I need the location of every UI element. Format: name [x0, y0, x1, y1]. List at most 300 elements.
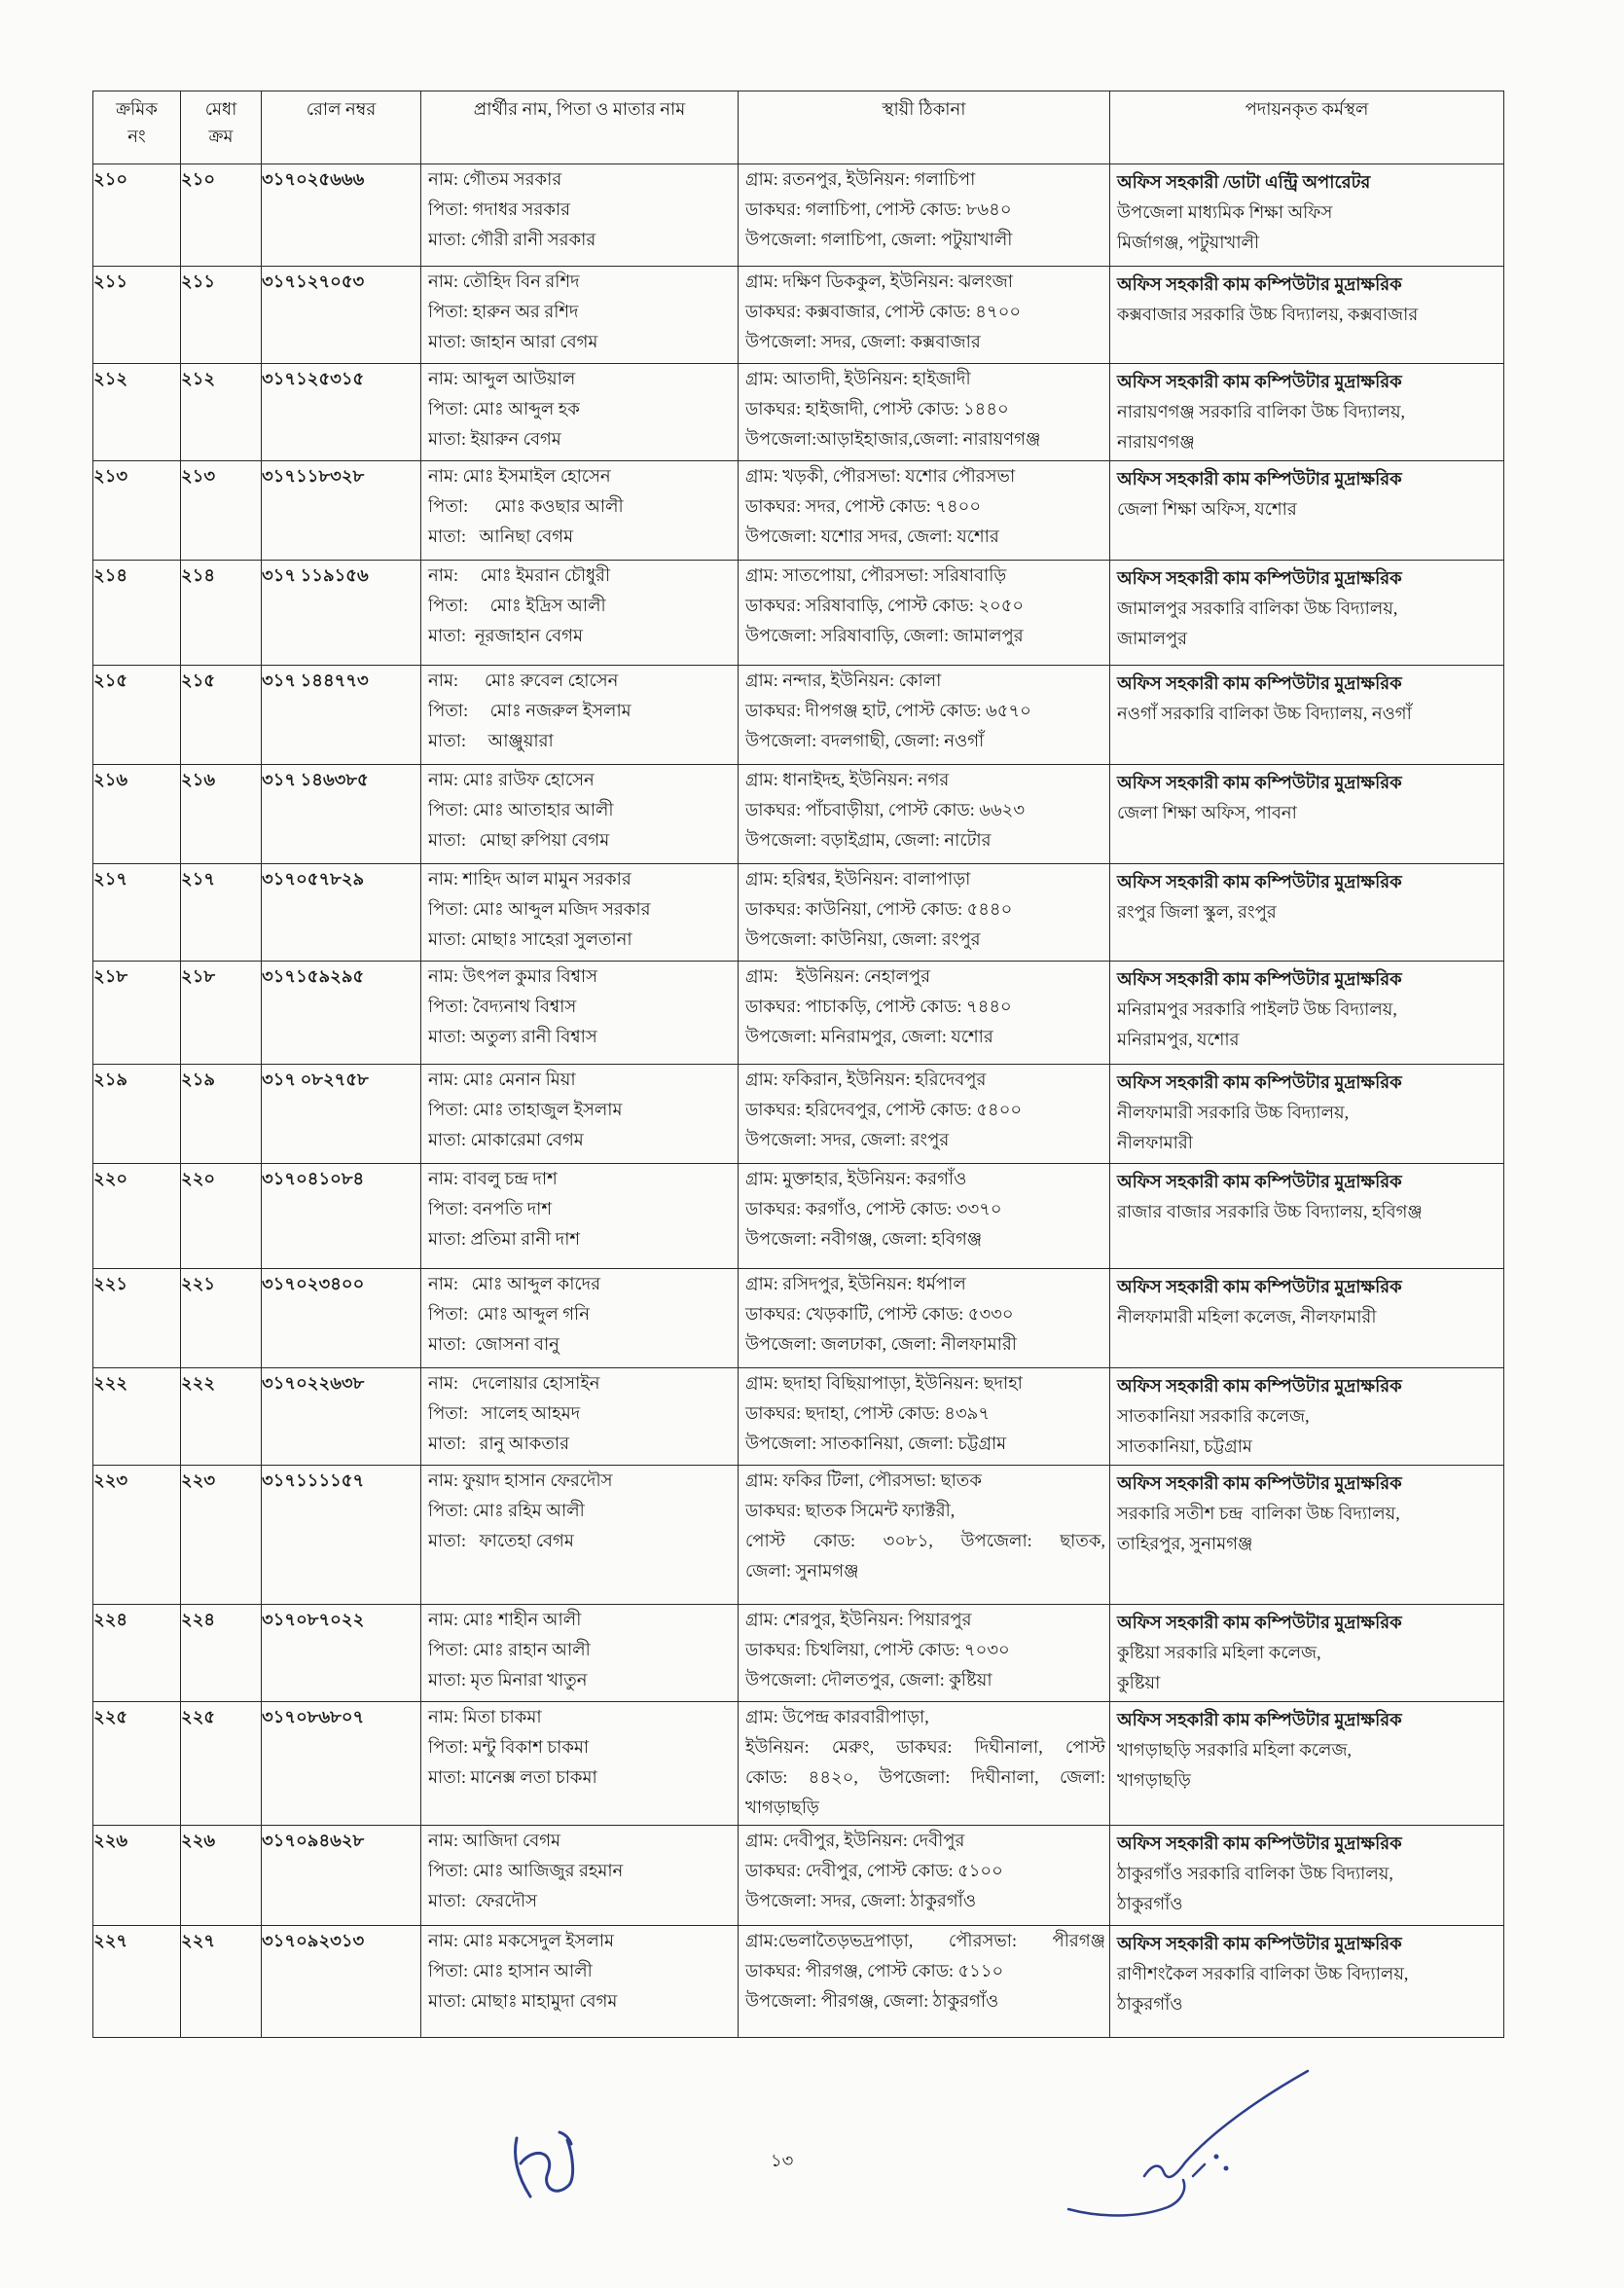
workplace-cell	[1110, 1368, 1504, 1466]
mother-name: মাতা: জোসনা বানু	[428, 1334, 559, 1354]
address-line: গ্রাম: আতাদী, ইউনিয়ন: হাইজাদী	[745, 369, 971, 388]
signature-left	[491, 2117, 589, 2214]
address-line: কোড: ৪৪২০, উপজেলা: দিঘীনালা, জেলা:	[745, 1767, 1105, 1787]
workplace-cell	[1110, 666, 1504, 765]
candidate-name: নাম: আজিদা বেগম	[428, 1831, 560, 1850]
table-row	[93, 1926, 1504, 2038]
address-line: উপজেলা: মনিরামপুর, জেলা: যশোর	[745, 1027, 993, 1046]
address-line: গ্রাম: সাতপোয়া, পৌরসভা: সরিষাবাড়ি	[745, 565, 1007, 585]
serial-cell: ২২২	[93, 1368, 181, 1466]
workplace-line: খাগড়াছড়ি	[1117, 1770, 1191, 1790]
post-title: অফিস সহকারী কাম কম্পিউটার মুদ্রাক্ষরিক	[1117, 1934, 1402, 1953]
post-title: অফিস সহকারী কাম কম্পিউটার মুদ্রাক্ষরিক	[1117, 469, 1402, 489]
address-line: ডাকঘর: পাঁচবাড়ীয়া, পোস্ট কোড: ৬৬২৩	[745, 800, 1026, 819]
workplace-cell	[1110, 364, 1504, 461]
post-title: অফিস সহকারী /ডাটা এন্ট্রি অপারেটর	[1117, 172, 1371, 192]
name-cell	[421, 1826, 739, 1926]
roll-cell: ৩১৭১১১১৫৭	[262, 1466, 421, 1605]
address-line: ডাকঘর: হাইজাদী, পোস্ট কোড: ১৪৪০	[745, 399, 1009, 418]
address-line: গ্রাম: উপেন্দ্র কারবারীপাড়া,	[745, 1707, 929, 1726]
signature-right	[1059, 2061, 1323, 2229]
name-cell	[421, 864, 739, 962]
serial-cell: ২১৯	[93, 1065, 181, 1164]
post-title: অফিস সহকারী কাম কম্পিউটার মুদ্রাক্ষরিক	[1117, 372, 1402, 391]
name-cell	[421, 765, 739, 864]
address-cell	[739, 962, 1110, 1065]
post-title: অফিস সহকারী কাম কম্পিউটার মুদ্রাক্ষরিক	[1117, 568, 1402, 588]
father-name: পিতা: হারুন অর রশিদ	[428, 302, 579, 321]
workplace-line: নারায়ণগঞ্জ সরকারি বালিকা উচ্চ বিদ্যালয়,	[1117, 402, 1406, 421]
merit-cell: ২১২	[181, 364, 262, 461]
address-cell	[739, 1926, 1110, 2038]
candidate-name: নাম: মোঃ রুবেল হোসেন	[428, 671, 619, 690]
workplace-line: নারায়ণগঞ্জ	[1117, 432, 1195, 452]
post-title: অফিস সহকারী কাম কম্পিউটার মুদ্রাক্ষরিক	[1117, 1473, 1402, 1493]
merit-cell: ২১১	[181, 267, 262, 364]
post-title: অফিস সহকারী কাম কম্পিউটার মুদ্রাক্ষরিক	[1117, 969, 1402, 989]
father-name: পিতা: মোঃ রহিম আলী	[428, 1501, 585, 1520]
candidate-name: নাম: মোঃ শাহীন আলী	[428, 1610, 582, 1629]
header-workplace	[1110, 91, 1504, 164]
roll-cell: ৩১৭০৯৪৬২৮	[262, 1826, 421, 1926]
name-cell	[421, 1926, 739, 2038]
candidate-name: নাম: ফুয়াদ হাসান ফেরদৌস	[428, 1471, 613, 1490]
workplace-line: উপজেলা মাধ্যমিক শিক্ষা অফিস	[1117, 202, 1333, 222]
workplace-cell	[1110, 1269, 1504, 1368]
header-name	[421, 91, 739, 164]
roll-cell: ৩১৭ ১৪৪৭৭৩	[262, 666, 421, 765]
mother-name: মাতা: মোছাঃ সাহেরা সুলতানা	[428, 929, 632, 949]
address-line: খাগড়াছড়ি	[745, 1798, 819, 1817]
post-title: অফিস সহকারী কাম কম্পিউটার মুদ্রাক্ষরিক	[1117, 1277, 1402, 1296]
workplace-line: নীলফামারী	[1117, 1133, 1193, 1152]
merit-cell: ২১৬	[181, 765, 262, 864]
mother-name: মাতা: আঞ্জুয়ারা	[428, 731, 554, 750]
post-title: অফিস সহকারী কাম কম্পিউটার মুদ্রাক্ষরিক	[1117, 1834, 1402, 1853]
roll-cell: ৩১৭ ১৪৬৩৮৫	[262, 765, 421, 864]
workplace-cell	[1110, 864, 1504, 962]
post-title: অফিস সহকারী কাম কম্পিউটার মুদ্রাক্ষরিক	[1117, 1710, 1402, 1729]
workplace-line: খাগড়াছড়ি সরকারি মহিলা কলেজ,	[1117, 1740, 1353, 1760]
name-cell	[421, 164, 739, 267]
name-cell	[421, 461, 739, 561]
post-title: অফিস সহকারী কাম কম্পিউটার মুদ্রাক্ষরিক	[1117, 673, 1402, 693]
father-name: পিতা: বনপতি দাশ	[428, 1199, 553, 1218]
merit-cell: ২২২	[181, 1368, 262, 1466]
address-line: গ্রাম: ইউনিয়ন: নেহালপুর	[745, 966, 931, 986]
workplace-line: জেলা শিক্ষা অফিস, যশোর	[1117, 499, 1297, 519]
name-cell	[421, 1605, 739, 1702]
header-merit-line: মেধা	[204, 99, 237, 119]
candidate-name: নাম: উৎপল কুমার বিশ্বাস	[428, 966, 597, 986]
serial-cell: ২১১	[93, 267, 181, 364]
merit-cell: ২২৫	[181, 1702, 262, 1826]
address-line: উপজেলা:আড়াইহাজার,জেলা: নারায়ণগঞ্জ	[745, 429, 1041, 449]
merit-cell: ২২৪	[181, 1605, 262, 1702]
candidate-name: নাম: তৌহিদ বিন রশিদ	[428, 272, 580, 291]
merit-cell: ২১৮	[181, 962, 262, 1065]
table-body	[93, 164, 1504, 2038]
workplace-cell	[1110, 962, 1504, 1065]
address-line: ডাকঘর: ছাতক সিমেন্ট ফ্যাক্টরী,	[745, 1501, 956, 1520]
roll-cell: ৩১৭০৯২৩১৩	[262, 1926, 421, 2038]
father-name: পিতা: মন্টু বিকাশ চাকমা	[428, 1737, 590, 1757]
candidate-name: নাম: গৌতম সরকার	[428, 169, 562, 189]
workplace-cell	[1110, 267, 1504, 364]
mother-name: মাতা: মানেক্স লতা চাকমা	[428, 1767, 597, 1787]
post-title: অফিস সহকারী কাম কম্পিউটার মুদ্রাক্ষরিক	[1117, 1613, 1402, 1632]
address-line: উপজেলা: বড়াইগ্রাম, জেলা: নাটোর	[745, 830, 992, 850]
post-title: অফিস সহকারী কাম কম্পিউটার মুদ্রাক্ষরিক	[1117, 773, 1402, 792]
workplace-line: জেলা শিক্ষা অফিস, পাবনা	[1117, 803, 1297, 822]
workplace-line: রাণীশংকৈল সরকারি বালিকা উচ্চ বিদ্যালয়,	[1117, 1964, 1409, 1983]
address-cell	[739, 364, 1110, 461]
address-line: ডাকঘর: পীরগঞ্জ, পোস্ট কোড: ৫১১০	[745, 1961, 1004, 1980]
name-cell	[421, 267, 739, 364]
workplace-cell	[1110, 1605, 1504, 1702]
mother-name: মাতা: প্রতিমা রানী দাশ	[428, 1229, 581, 1249]
name-cell	[421, 364, 739, 461]
roll-cell: ৩১৭১২৭০৫৩	[262, 267, 421, 364]
table-row	[93, 1368, 1504, 1466]
serial-cell: ২১০	[93, 164, 181, 267]
address-line: ডাকঘর: খেড়কাটি, পোস্ট কোড: ৫৩৩০	[745, 1304, 1014, 1324]
address-cell	[739, 164, 1110, 267]
workplace-line: জামালপুর	[1117, 629, 1188, 648]
address-line: গ্রাম: ছদাহা বিছিয়াপাড়া, ইউনিয়ন: ছদাহা	[745, 1373, 1023, 1393]
address-line: গ্রাম: ধানাইদহ, ইউনিয়ন: নগর	[745, 770, 950, 789]
merit-cell: ২২০	[181, 1164, 262, 1269]
address-line: উপজেলা: যশোর সদর, জেলা: যশোর	[745, 527, 999, 546]
father-name: পিতা: সালেহ আহমদ	[428, 1403, 581, 1423]
workplace-line: কক্সবাজার সরকারি উচ্চ বিদ্যালয়, কক্সবাজার	[1117, 305, 1419, 324]
address-line: গ্রাম: ফকিরান, ইউনিয়ন: হরিদেবপুর	[745, 1070, 987, 1089]
father-name: পিতা: মোঃ আব্দুল হক	[428, 399, 580, 418]
mother-name: মাতা: ফাতেহা বেগম	[428, 1531, 574, 1550]
workplace-line: মনিরামপুর সরকারি পাইলট উচ্চ বিদ্যালয়,	[1117, 999, 1397, 1019]
father-name: পিতা: মোঃ আতাহার আলী	[428, 800, 614, 819]
candidate-name: নাম: মোঃ আব্দুল কাদের	[428, 1274, 601, 1293]
merit-cell: ২১৭	[181, 864, 262, 962]
table-row	[93, 962, 1504, 1065]
father-name: পিতা: মোঃ ইদ্রিস আলী	[428, 596, 606, 615]
workplace-line: মির্জাগঞ্জ, পটুয়াখালী	[1117, 233, 1260, 252]
address-cell	[739, 267, 1110, 364]
serial-cell: ২১৩	[93, 461, 181, 561]
workplace-cell	[1110, 1065, 1504, 1164]
address-line: জেলা: সুনামগঞ্জ	[745, 1561, 859, 1580]
roll-cell: ৩১৭০৮৬৮০৭	[262, 1702, 421, 1826]
address-line: ডাকঘর: কক্সবাজার, পোস্ট কোড: ৪৭০০	[745, 302, 1022, 321]
header-serial-line: নং	[127, 127, 146, 146]
father-name: পিতা: মোঃ আব্দুল মজিদ সরকার	[428, 899, 651, 919]
header-roll	[262, 91, 421, 164]
table-row	[93, 164, 1504, 267]
address-line: উপজেলা: সরিষাবাড়ি, জেলা: জামালপুর	[745, 626, 1024, 645]
address-line: উপজেলা: সদর, জেলা: রংপুর	[745, 1130, 950, 1149]
posting-allocation-table	[92, 91, 1504, 2038]
serial-cell: ২১৭	[93, 864, 181, 962]
candidate-name: নাম: আব্দুল আউয়াল	[428, 369, 576, 388]
address-cell	[739, 1065, 1110, 1164]
address-cell	[739, 1368, 1110, 1466]
table-row	[93, 1269, 1504, 1368]
roll-cell: ৩১৭০৮৭০২২	[262, 1605, 421, 1702]
address-cell	[739, 561, 1110, 666]
page-number: ১৩	[771, 2151, 794, 2170]
serial-cell: ২১৫	[93, 666, 181, 765]
mother-name: মাতা: ইয়ারুন বেগম	[428, 429, 561, 449]
address-line: গ্রাম: নন্দার, ইউনিয়ন: কোলা	[745, 671, 942, 690]
roll-cell: ৩১৭১১৮৩২৮	[262, 461, 421, 561]
address-line: উপজেলা: বদলগাছী, জেলা: নওগাঁ	[745, 731, 985, 750]
candidate-name: নাম: মোঃ ইসমাইল হোসেন	[428, 466, 611, 486]
merit-cell: ২১৫	[181, 666, 262, 765]
roll-cell: ৩১৭০২৩৪০০	[262, 1269, 421, 1368]
workplace-line: মনিরামপুর, যশোর	[1117, 1030, 1240, 1049]
name-cell	[421, 1466, 739, 1605]
name-cell	[421, 1065, 739, 1164]
candidate-name: নাম: বাবলু চন্দ্র দাশ	[428, 1169, 558, 1188]
workplace-line: কুষ্টিয়া সরকারি মহিলা কলেজ,	[1117, 1643, 1321, 1662]
post-title: অফিস সহকারী কাম কম্পিউটার মুদ্রাক্ষরিক	[1117, 872, 1402, 891]
table-row	[93, 364, 1504, 461]
name-cell	[421, 1368, 739, 1466]
workplace-line: নওগাঁ সরকারি বালিকা উচ্চ বিদ্যালয়, নওগাঁ	[1117, 704, 1412, 723]
address-cell	[739, 1826, 1110, 1926]
workplace-line: সরকারি সতীশ চন্দ্র বালিকা উচ্চ বিদ্যালয়,	[1117, 1504, 1400, 1523]
post-title: অফিস সহকারী কাম কম্পিউটার মুদ্রাক্ষরিক	[1117, 1072, 1402, 1092]
name-cell	[421, 962, 739, 1065]
roll-cell: ৩১৭০৪১০৮৪	[262, 1164, 421, 1269]
address-line: উপজেলা: জলঢাকা, জেলা: নীলফামারী	[745, 1334, 1017, 1354]
merit-cell: ২২৩	[181, 1466, 262, 1605]
name-cell	[421, 666, 739, 765]
address-line: গ্রাম: হরিশ্বর, ইউনিয়ন: বালাপাড়া	[745, 869, 971, 889]
mother-name: মাতা: জাহান আরা বেগম	[428, 332, 598, 351]
merit-cell: ২২১	[181, 1269, 262, 1368]
workplace-cell	[1110, 561, 1504, 666]
header-merit-line: ক্রম	[208, 127, 234, 146]
address-line: ডাকঘর: সদর, পোস্ট কোড: ৭৪০০	[745, 496, 982, 516]
header-address	[739, 91, 1110, 164]
merit-cell: ২১০	[181, 164, 262, 267]
address-cell	[739, 1466, 1110, 1605]
address-line: গ্রাম: দেবীপুর, ইউনিয়ন: দেবীপুর	[745, 1831, 965, 1850]
address-cell	[739, 1164, 1110, 1269]
header-serial-line: ক্রমিক	[116, 99, 158, 119]
address-line: উপজেলা: কাউনিয়া, জেলা: রংপুর	[745, 929, 981, 949]
candidate-name: নাম: দেলোয়ার হোসাইন	[428, 1373, 600, 1393]
workplace-line: সাতকানিয়া সরকারি কলেজ,	[1117, 1406, 1310, 1426]
address-cell	[739, 1605, 1110, 1702]
roll-cell: ৩১৭১২৫৩১৫	[262, 364, 421, 461]
address-cell	[739, 1269, 1110, 1368]
post-title: অফিস সহকারী কাম কম্পিউটার মুদ্রাক্ষরিক	[1117, 274, 1402, 294]
table-row	[93, 1702, 1504, 1826]
mother-name: মাতা: নূরজাহান বেগম	[428, 626, 583, 645]
candidate-name: নাম: শাহিদ আল মামুন সরকার	[428, 869, 632, 889]
address-line: গ্রাম: মুক্তাহার, ইউনিয়ন: করগাঁও	[745, 1169, 967, 1188]
roll-cell: ৩১৭১৫৯২৯৫	[262, 962, 421, 1065]
serial-cell: ২২৬	[93, 1826, 181, 1926]
workplace-line: ঠাকুরগাঁও	[1117, 1894, 1183, 1913]
header-roll-label: রোল নম্বর	[306, 99, 377, 119]
workplace-cell	[1110, 1826, 1504, 1926]
roll-cell: ৩১৭০৫৭৮২৯	[262, 864, 421, 962]
name-cell	[421, 1164, 739, 1269]
address-line: গ্রাম: রতনপুর, ইউনিয়ন: গলাচিপা	[745, 169, 976, 189]
serial-cell: ২২৭	[93, 1926, 181, 2038]
father-name: পিতা: মোঃ আজিজুর রহমান	[428, 1861, 624, 1880]
serial-cell: ২২৩	[93, 1466, 181, 1605]
workplace-line: ঠাকুরগাঁও সরকারি বালিকা উচ্চ বিদ্যালয়,	[1117, 1864, 1393, 1883]
workplace-cell	[1110, 1926, 1504, 2038]
mother-name: মাতা: অতুল্য রানী বিশ্বাস	[428, 1027, 597, 1046]
roll-cell: ৩১৭০২২৬৩৮	[262, 1368, 421, 1466]
address-line: উপজেলা: পীরগঞ্জ, জেলা: ঠাকুরগাঁও	[745, 1991, 999, 2011]
address-line: ডাকঘর: দীপগঞ্জ হাট, পোস্ট কোড: ৬৫৭০	[745, 701, 1031, 720]
serial-cell: ২২০	[93, 1164, 181, 1269]
address-line: গ্রাম: শেরপুর, ইউনিয়ন: পিয়ারপুর	[745, 1610, 972, 1629]
header-address-label: স্থায়ী ঠিকানা	[882, 99, 966, 119]
workplace-line: তাহিরপুর, সুনামগঞ্জ	[1117, 1534, 1253, 1553]
roll-cell: ৩১৭ ১১৯১৫৬	[262, 561, 421, 666]
address-line: উপজেলা: সাতকানিয়া, জেলা: চট্টগ্রাম	[745, 1434, 1007, 1453]
workplace-cell	[1110, 1702, 1504, 1826]
workplace-line: ঠাকুরগাঁও	[1117, 1994, 1183, 2014]
merit-cell: ২১৪	[181, 561, 262, 666]
candidate-name: নাম: মিতা চাকমা	[428, 1707, 542, 1726]
address-line: গ্রাম:ভেলাতৈড়ভদ্রপাড়া, পৌরসভা: পীরগঞ্জ	[745, 1931, 1105, 1950]
address-line: গ্রাম: খড়কী, পৌরসভা: যশোর পৌরসভা	[745, 466, 1016, 486]
mother-name: মাতা: মোকারেমা বেগম	[428, 1130, 584, 1149]
address-line: উপজেলা: সদর, জেলা: কক্সবাজার	[745, 332, 981, 351]
address-line: গ্রাম: দক্ষিণ ডিককুল, ইউনিয়ন: ঝলংজা	[745, 272, 1013, 291]
father-name: পিতা: গদাধর সরকার	[428, 200, 571, 219]
address-line: উপজেলা: নবীগঞ্জ, জেলা: হবিগঞ্জ	[745, 1229, 983, 1249]
address-line: ডাকঘর: ছদাহা, পোস্ট কোড: ৪৩৯৭	[745, 1403, 991, 1423]
address-line: পোস্ট কোড: ৩০৮১, উপজেলা: ছাতক,	[745, 1531, 1105, 1550]
workplace-cell	[1110, 461, 1504, 561]
mother-name: মাতা: মৃত মিনারা খাতুন	[428, 1670, 588, 1689]
table-row	[93, 461, 1504, 561]
workplace-line: নীলফামারী মহিলা কলেজ, নীলফামারী	[1117, 1307, 1377, 1326]
mother-name: মাতা: ফেরদৌস	[428, 1891, 538, 1910]
address-line: ডাকঘর: পাচাকড়ি, পোস্ট কোড: ৭৪৪০	[745, 997, 1012, 1016]
father-name: পিতা: মোঃ তাহাজুল ইসলাম	[428, 1100, 623, 1119]
father-name: পিতা: মোঃ হাসান আলী	[428, 1961, 593, 1980]
workplace-line: নীলফামারী সরকারি উচ্চ বিদ্যালয়,	[1117, 1103, 1350, 1122]
table-row	[93, 864, 1504, 962]
workplace-line: রাজার বাজার সরকারি উচ্চ বিদ্যালয়, হবিগঞ্জ	[1117, 1202, 1423, 1221]
candidate-name: নাম: মোঃ রাউফ হোসেন	[428, 770, 595, 789]
name-cell	[421, 1702, 739, 1826]
workplace-cell	[1110, 164, 1504, 267]
address-line: ডাকঘর: কাউনিয়া, পোস্ট কোড: ৫৪৪০	[745, 899, 1013, 919]
workplace-line: সাতকানিয়া, চট্টগ্রাম	[1117, 1436, 1252, 1456]
serial-cell: ২১৬	[93, 765, 181, 864]
address-line: ইউনিয়ন: মেরুং, ডাকঘর: দিঘীনালা, পোস্ট	[745, 1737, 1105, 1757]
table-row	[93, 267, 1504, 364]
merit-cell: ২১৩	[181, 461, 262, 561]
address-line: ডাকঘর: করগাঁও, পোস্ট কোড: ৩৩৭০	[745, 1199, 1002, 1218]
roll-cell: ৩১৭ ০৮২৭৫৮	[262, 1065, 421, 1164]
serial-cell: ২২৪	[93, 1605, 181, 1702]
workplace-line: রংপুর জিলা স্কুল, রংপুর	[1117, 902, 1277, 922]
name-cell	[421, 1269, 739, 1368]
serial-cell: ২১৮	[93, 962, 181, 1065]
address-line: উপজেলা: সদর, জেলা: ঠাকুরগাঁও	[745, 1891, 977, 1910]
address-line: গ্রাম: ফকির টিলা, পৌরসভা: ছাতক	[745, 1471, 982, 1490]
serial-cell: ২২১	[93, 1269, 181, 1368]
father-name: পিতা: মোঃ আব্দুল গনি	[428, 1304, 590, 1324]
post-title: অফিস সহকারী কাম কম্পিউটার মুদ্রাক্ষরিক	[1117, 1376, 1402, 1396]
address-line: ডাকঘর: সরিষাবাড়ি, পোস্ট কোড: ২০৫০	[745, 596, 1025, 615]
father-name: পিতা: মোঃ কওছার আলী	[428, 496, 624, 516]
mother-name: মাতা: গৌরী রানী সরকার	[428, 230, 596, 249]
candidate-name: নাম: মোঃ মেনান মিয়া	[428, 1070, 576, 1089]
post-title: অফিস সহকারী কাম কম্পিউটার মুদ্রাক্ষরিক	[1117, 1172, 1402, 1191]
candidate-name: নাম: মোঃ মকসেদুল ইসলাম	[428, 1931, 615, 1950]
address-cell	[739, 666, 1110, 765]
workplace-cell	[1110, 765, 1504, 864]
header-workplace-label: পদায়নকৃত কর্মস্থল	[1245, 99, 1369, 119]
address-line: উপজেলা: দৌলতপুর, জেলা: কুষ্টিয়া	[745, 1670, 992, 1689]
address-line: উপজেলা: গলাচিপা, জেলা: পটুয়াখালী	[745, 230, 1013, 249]
table-row	[93, 1065, 1504, 1164]
merit-cell: ২২৭	[181, 1926, 262, 2038]
header-name-label: প্রার্থীর নাম, পিতা ও মাতার নাম	[473, 99, 686, 119]
table-row	[93, 561, 1504, 666]
table-row	[93, 1466, 1504, 1605]
serial-cell: ২১২	[93, 364, 181, 461]
workplace-line: কুষ্টিয়া	[1117, 1673, 1161, 1692]
address-line: গ্রাম: রসিদপুর, ইউনিয়ন: ধর্মপাল	[745, 1274, 966, 1293]
mother-name: মাতা: মোছাঃ মাহামুদা বেগম	[428, 1991, 618, 2011]
table-row	[93, 666, 1504, 765]
header-serial	[93, 91, 181, 164]
serial-cell: ২১৪	[93, 561, 181, 666]
mother-name: মাতা: রানু আকতার	[428, 1434, 570, 1453]
mother-name: মাতা: আনিছা বেগম	[428, 527, 574, 546]
table-row	[93, 1826, 1504, 1926]
father-name: পিতা: মোঃ রাহান আলী	[428, 1640, 591, 1659]
address-line: ডাকঘর: হরিদেবপুর, পোস্ট কোড: ৫৪০০	[745, 1100, 1023, 1119]
header-merit	[181, 91, 262, 164]
merit-cell: ২২৬	[181, 1826, 262, 1926]
father-name: পিতা: মোঃ নজরুল ইসলাম	[428, 701, 632, 720]
serial-cell: ২২৫	[93, 1702, 181, 1826]
address-cell	[739, 864, 1110, 962]
workplace-line: জামালপুর সরকারি বালিকা উচ্চ বিদ্যালয়,	[1117, 599, 1398, 618]
workplace-cell	[1110, 1164, 1504, 1269]
address-line: ডাকঘর: গলাচিপা, পোস্ট কোড: ৮৬৪০	[745, 200, 1012, 219]
address-cell	[739, 1702, 1110, 1826]
address-cell	[739, 461, 1110, 561]
address-line: ডাকঘর: চিথলিয়া, পোস্ট কোড: ৭০৩০	[745, 1640, 1010, 1659]
table-row	[93, 1605, 1504, 1702]
candidate-name: নাম: মোঃ ইমরান চৌধুরী	[428, 565, 611, 585]
table-row	[93, 1164, 1504, 1269]
merit-cell: ২১৯	[181, 1065, 262, 1164]
address-line: ডাকঘর: দেবীপুর, পোস্ট কোড: ৫১০০	[745, 1861, 1003, 1880]
name-cell	[421, 561, 739, 666]
table-row	[93, 765, 1504, 864]
mother-name: মাতা: মোছা রুপিয়া বেগম	[428, 830, 610, 850]
roll-cell: ৩১৭০২৫৬৬৬	[262, 164, 421, 267]
table-header-row	[93, 91, 1504, 164]
